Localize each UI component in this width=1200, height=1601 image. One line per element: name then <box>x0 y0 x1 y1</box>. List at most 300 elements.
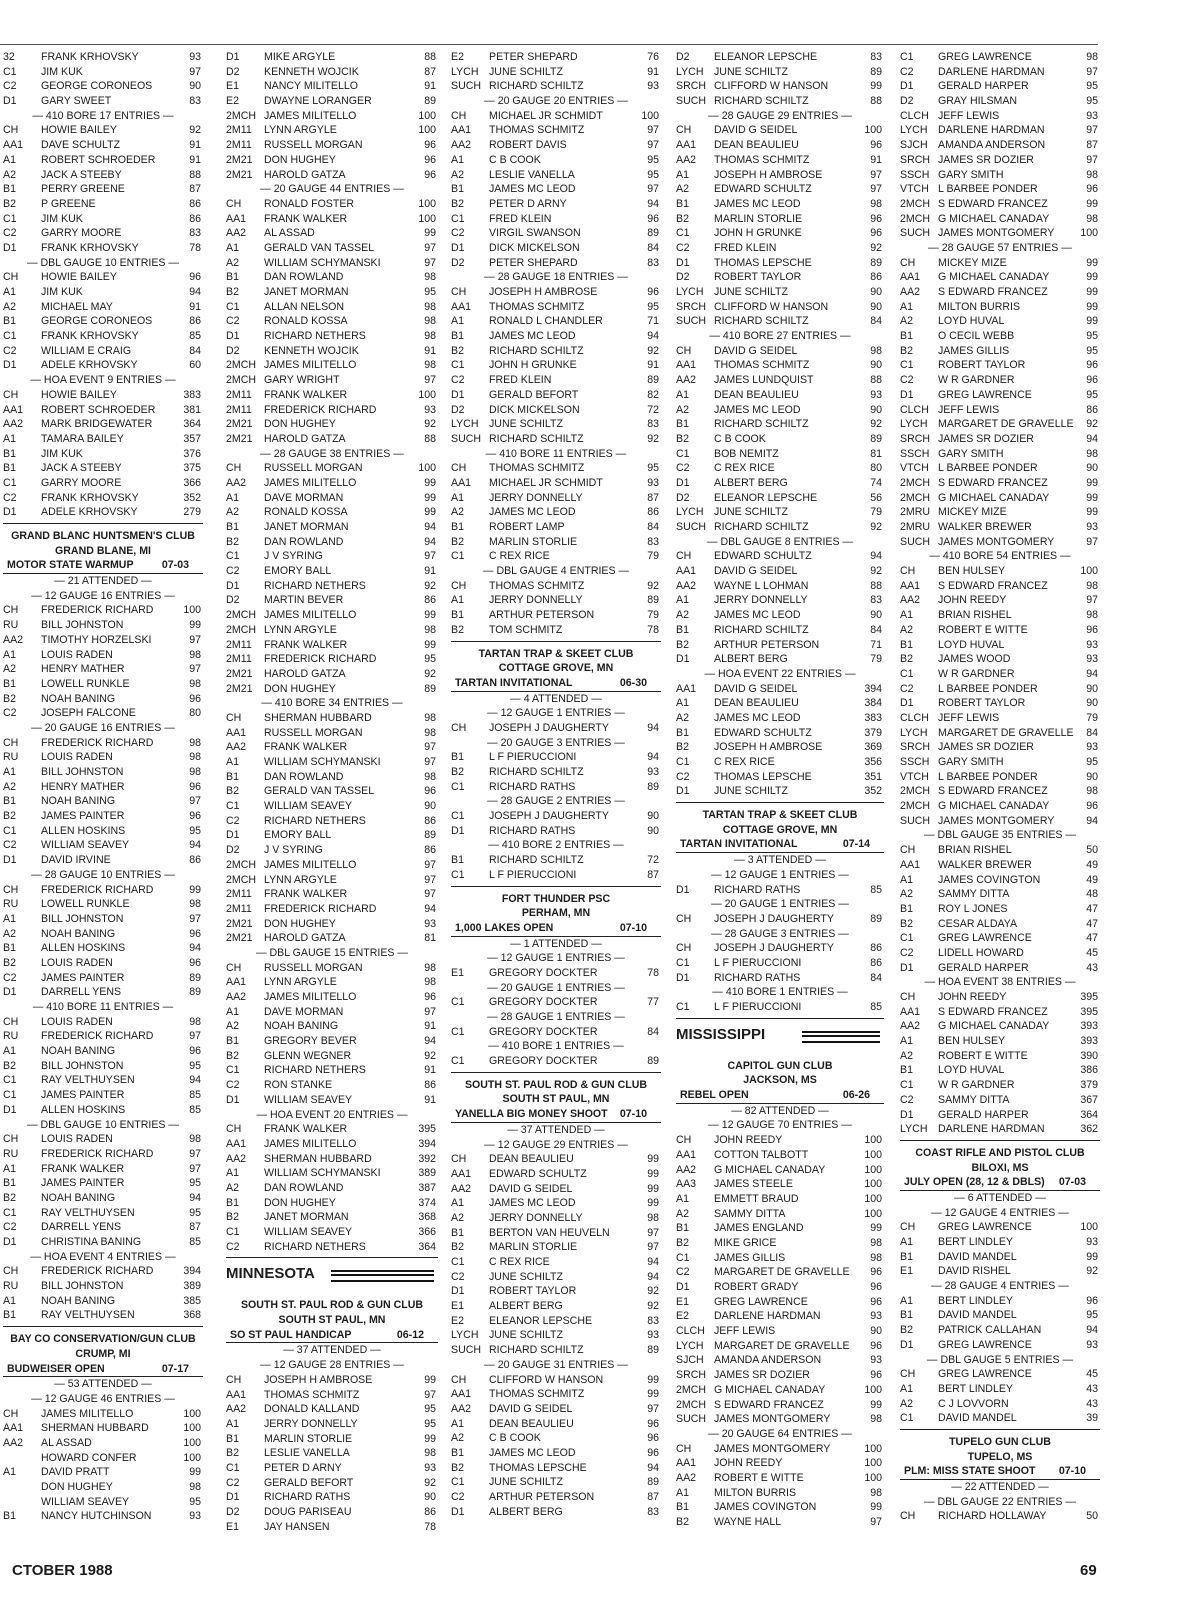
shooter-name: BEN HULSEY <box>938 1035 1006 1048</box>
event-subheading: — 53 ATTENDED — <box>54 1378 152 1391</box>
shooter-name: DARLENE HARDMAN <box>714 1310 821 1323</box>
result-row <box>900 373 1100 388</box>
class-label: B2 <box>3 810 16 823</box>
score: 47 <box>1086 917 1098 930</box>
result-row <box>676 300 884 315</box>
class-label: E2 <box>451 51 464 63</box>
event-subheading: — 37 ATTENDED — <box>283 1344 381 1357</box>
shooter-name: THOMAS LEPSCHE <box>714 770 812 783</box>
shooter-name: HENRY MATHER <box>41 780 125 793</box>
score: 99 <box>870 1398 882 1411</box>
class-label: D1 <box>900 697 914 710</box>
result-row <box>3 94 203 109</box>
score: 99 <box>1086 300 1098 313</box>
score: 50 <box>1086 1510 1098 1523</box>
result-row <box>3 1206 203 1221</box>
score: 90 <box>647 810 659 823</box>
results-column <box>676 50 884 1530</box>
shooter-name: FRANK WALKER <box>264 212 348 225</box>
event-subheading: — 28 GAUGE 57 ENTRIES — <box>928 241 1072 254</box>
shooter-name: JANET MORMAN <box>264 1211 349 1224</box>
shooter-name: JUNE SCHILTZ <box>714 65 788 78</box>
score: 95 <box>647 153 659 166</box>
score: 97 <box>424 256 436 269</box>
result-row <box>451 256 661 271</box>
result-row <box>451 417 661 432</box>
class-label: 2MCH <box>900 491 931 504</box>
result-row <box>226 212 438 227</box>
class-label: A2 <box>900 1049 913 1062</box>
event-subheading: — 28 GAUGE 1 ENTRIES — <box>487 1011 625 1023</box>
shooter-name: L F PIERUCCIONI <box>489 868 577 881</box>
event-subheading: — 20 GAUGE 16 ENTRIES — <box>31 721 175 734</box>
class-label: SRCH <box>676 300 707 313</box>
score: 99 <box>189 1466 201 1479</box>
score: 99 <box>647 1197 659 1210</box>
result-row <box>676 447 884 462</box>
shooter-name: C REX RICE <box>489 550 550 563</box>
score: 87 <box>189 1221 201 1234</box>
shooter-name: THOMAS SCHMITZ <box>489 462 585 475</box>
shooter-name: LOUIS RADEN <box>41 1015 113 1028</box>
class-label: E1 <box>451 1300 464 1313</box>
score: 97 <box>424 873 436 886</box>
class-label: SUCH <box>676 315 707 328</box>
score: 94 <box>1086 432 1098 445</box>
score: 97 <box>424 1005 436 1018</box>
score: 83 <box>870 51 882 63</box>
shooter-name: JAMES MILITELLO <box>264 1137 357 1150</box>
class-label: A2 <box>900 623 913 636</box>
shooter-name: JAMES SR DOZIER <box>938 741 1034 754</box>
class-label: D1 <box>3 506 17 519</box>
class-label: RU <box>3 1280 19 1293</box>
class-label: A1 <box>451 491 464 504</box>
shooter-name: MILTON BURRIS <box>938 300 1021 313</box>
score: 97 <box>647 1226 659 1239</box>
class-label: A1 <box>3 432 16 445</box>
class-label: AA1 <box>900 858 921 871</box>
class-label: 2M11 <box>226 653 252 666</box>
class-label: SRCH <box>676 80 707 93</box>
shooter-name: PETER D ARNY <box>489 197 567 210</box>
score: 93 <box>647 476 659 489</box>
shooter-name: BILL JOHNSTON <box>41 912 124 925</box>
shooter-name: HOWIE BAILEY <box>41 388 117 401</box>
score: 91 <box>870 153 882 166</box>
score: 100 <box>864 1163 882 1176</box>
score: 357 <box>183 432 201 445</box>
shooter-name: BERTON VAN HEUVELN <box>489 1226 610 1239</box>
score: 43 <box>1086 1382 1098 1395</box>
result-row <box>676 1339 884 1354</box>
score: 99 <box>424 1432 436 1445</box>
spacer <box>676 1052 884 1059</box>
score: 390 <box>1080 1049 1098 1062</box>
score: 95 <box>1086 330 1098 343</box>
class-label: C1 <box>3 1089 17 1102</box>
class-label: C2 <box>3 227 17 240</box>
shooter-name: WILLIAM SEAVEY <box>41 1495 130 1508</box>
shoot-name: MOTOR STATE WARMUP <box>7 559 134 572</box>
class-label: A1 <box>3 1466 16 1479</box>
shooter-name: MARK BRIDGEWATER <box>41 418 153 431</box>
class-label: A2 <box>676 1207 689 1220</box>
shooter-name: RICHARD SCHILTZ <box>489 766 584 778</box>
shooter-name: GREGORY DOCKTER <box>489 966 598 979</box>
shooter-name: MARGARET DE GRAVELLE <box>714 1339 850 1352</box>
class-label: 2M11 <box>226 403 252 416</box>
class-label: C2 <box>900 946 914 959</box>
shooter-name: MIKE ARGYLE <box>264 51 336 63</box>
score: 97 <box>189 663 201 676</box>
shooter-name: BEN HULSEY <box>938 565 1006 578</box>
result-row <box>451 197 661 212</box>
result-row <box>676 956 884 971</box>
result-row <box>3 1162 203 1177</box>
score: 89 <box>870 912 882 925</box>
shooter-name: GERALD VAN TASSEL <box>264 241 375 254</box>
class-label: C1 <box>451 996 465 1009</box>
shooter-name: JAMES PAINTER <box>41 1177 125 1190</box>
score: 93 <box>1086 1236 1098 1248</box>
score: 86 <box>189 854 201 867</box>
score: 91 <box>647 359 659 372</box>
score: 99 <box>1086 256 1098 269</box>
class-label: 2M11 <box>226 139 252 152</box>
result-row <box>900 784 1100 799</box>
class-label: E1 <box>451 966 464 979</box>
result-row <box>451 1417 661 1432</box>
result-row <box>3 1073 203 1088</box>
class-label: CH <box>900 991 916 1003</box>
shooter-name: ROBERT TAYLOR <box>489 1285 577 1298</box>
result-row <box>900 858 1100 873</box>
class-label: CH <box>676 124 692 137</box>
shooter-name: RICHARD HOLLAWAY <box>938 1510 1047 1523</box>
class-label: D1 <box>3 95 17 108</box>
score: 93 <box>870 1310 882 1323</box>
result-row <box>226 432 438 447</box>
class-label: B1 <box>3 795 16 808</box>
shooter-name: JUNE SCHILTZ <box>714 506 788 519</box>
score: 369 <box>864 741 882 754</box>
shooter-name: FRANK WALKER <box>264 638 348 651</box>
result-row <box>226 1196 438 1211</box>
shooter-name: RICHARD RATHS <box>714 883 801 896</box>
class-label: A1 <box>451 153 464 166</box>
shooter-name: S EDWARD FRANCEZ <box>938 476 1048 489</box>
class-label: D1 <box>3 1103 17 1116</box>
score: 96 <box>189 1045 201 1058</box>
score: 96 <box>1086 374 1098 387</box>
shooter-name: JAMES MILITELLO <box>264 476 357 489</box>
class-label: SRCH <box>676 1369 707 1382</box>
result-row <box>676 1383 884 1398</box>
class-label: CH <box>226 961 242 974</box>
score: 98 <box>424 271 436 284</box>
class-label: AA1 <box>3 1422 24 1435</box>
event-subheading: — DBL GAUGE 22 ENTRIES — <box>923 1495 1077 1508</box>
score: 94 <box>189 942 201 955</box>
result-row <box>3 1264 203 1279</box>
result-row <box>900 682 1100 697</box>
shooter-name: JAMES MC LEOD <box>489 1446 576 1459</box>
shooter-name: LOUIS RADEN <box>41 1133 113 1146</box>
result-row <box>900 1382 1100 1397</box>
result-row <box>3 794 203 809</box>
shooter-name: JEFF LEWIS <box>938 711 1000 724</box>
class-label: E2 <box>676 1310 689 1323</box>
result-row <box>676 1133 884 1148</box>
shooter-name: C B COOK <box>714 432 766 445</box>
shooter-name: NANCY MILITELLO <box>264 80 358 93</box>
score: 99 <box>424 506 436 519</box>
result-row <box>900 902 1100 917</box>
result-row <box>900 358 1100 373</box>
result-row <box>226 917 438 932</box>
class-label: AA1 <box>226 1137 247 1150</box>
class-label: AA2 <box>676 153 697 166</box>
shooter-name: AMANDA ANDERSON <box>938 139 1046 152</box>
class-label: C2 <box>226 814 240 827</box>
score: 78 <box>424 1520 436 1533</box>
class-label: AA1 <box>451 476 472 489</box>
class-label: CH <box>3 604 19 617</box>
score: 43 <box>1086 961 1098 974</box>
shooter-name: MARLIN STORLIE <box>489 535 578 548</box>
score: 389 <box>418 1167 436 1180</box>
shooter-name: JACK A STEEBY <box>41 462 122 475</box>
shooter-name: ELEANOR LEPSCHE <box>489 1314 593 1327</box>
score: 50 <box>1086 844 1098 857</box>
shooter-name: DAN ROWLAND <box>264 271 344 284</box>
result-row <box>451 388 661 403</box>
score: 93 <box>1086 109 1098 122</box>
class-label: SSCH <box>900 168 930 181</box>
class-label: AA2 <box>900 1020 921 1033</box>
result-row <box>3 1407 203 1422</box>
score: 85 <box>870 1001 882 1013</box>
score: 79 <box>870 653 882 666</box>
class-label: LYCH <box>676 286 704 298</box>
result-row <box>3 736 203 751</box>
event-subheading: — 12 GAUGE 70 ENTRIES — <box>708 1119 852 1132</box>
score: 86 <box>189 197 201 210</box>
shooter-name: NOAH BANING <box>41 927 116 940</box>
class-label: 2MCH <box>226 623 257 636</box>
section-divider <box>900 1140 1100 1141</box>
class-label: 2M11 <box>226 888 252 901</box>
result-row <box>226 902 438 917</box>
result-row <box>226 1520 438 1535</box>
score: 94 <box>647 1256 659 1268</box>
score: 100 <box>864 1178 882 1191</box>
shooter-name: JAMES GILLIS <box>714 1251 786 1264</box>
class-label: B1 <box>226 1432 239 1445</box>
class-label: SUCH <box>900 535 931 548</box>
class-label: A1 <box>226 491 239 504</box>
shooter-name: JAMES LUNDQUIST <box>714 374 814 387</box>
shooter-name: GLENN WEGNER <box>264 1049 352 1062</box>
event-subheading: — DBL GAUGE 35 ENTRIES — <box>923 829 1077 842</box>
result-row <box>900 1220 1100 1235</box>
result-row <box>226 1063 438 1078</box>
result-row <box>226 358 438 373</box>
score: 99 <box>424 609 436 622</box>
shooter-name: SAMMY DITTA <box>938 1093 1010 1106</box>
score: 89 <box>424 682 436 695</box>
result-row <box>3 618 203 633</box>
result-row <box>451 1255 661 1270</box>
result-row <box>3 1132 203 1147</box>
score: 90 <box>1086 462 1098 475</box>
result-row <box>226 417 438 432</box>
result-row <box>226 373 438 388</box>
score: 96 <box>870 1339 882 1352</box>
result-row <box>451 168 661 183</box>
event-subheading: — 12 GAUGE 4 ENTRIES — <box>931 1206 1069 1219</box>
class-label: CH <box>900 1221 916 1234</box>
result-row <box>226 1388 438 1403</box>
shooter-name: G MICHAEL CANADAY <box>938 1020 1050 1033</box>
result-row <box>451 241 661 256</box>
class-label: B1 <box>3 1510 16 1523</box>
score: 83 <box>189 227 201 240</box>
club-heading: FORT THUNDER PSC <box>501 892 611 905</box>
class-label: A1 <box>3 153 16 166</box>
shoot-title <box>900 1464 1100 1480</box>
score: 95 <box>1086 388 1098 401</box>
section-divider <box>451 886 661 887</box>
result-row <box>900 990 1100 1005</box>
shooter-name: FRANK WALKER <box>264 888 348 901</box>
score: 90 <box>647 824 659 837</box>
shoot-title <box>226 1328 438 1344</box>
class-label: B1 <box>451 609 464 622</box>
result-row <box>676 784 884 799</box>
class-label: RU <box>3 898 19 911</box>
result-row <box>226 285 438 300</box>
shooter-name: LESLIE VANELLA <box>489 168 575 181</box>
result-row <box>900 285 1100 300</box>
result-row <box>676 461 884 476</box>
shooter-name: THOMAS SCHMITZ <box>714 359 810 372</box>
shooter-name: LOUIS RADEN <box>41 956 113 969</box>
shooter-name: PETER D ARNY <box>264 1461 342 1474</box>
result-row <box>226 549 438 564</box>
shooter-name: JERRY DONNELLY <box>714 594 808 607</box>
shooter-name: MARTIN BEVER <box>264 594 344 607</box>
shooter-name: DAVID G SEIDEL <box>714 565 798 578</box>
shooter-name: LIDELL HOWARD <box>938 946 1024 959</box>
class-label: D2 <box>900 95 914 108</box>
class-label: CH <box>676 942 692 955</box>
class-label: LYCH <box>451 65 479 78</box>
class-label: SUCH <box>900 814 931 827</box>
shooter-name: JOHN H GRUNKE <box>714 227 802 240</box>
result-row <box>451 476 661 491</box>
score: 100 <box>864 1471 882 1484</box>
class-label: A1 <box>900 300 913 313</box>
score: 395 <box>1080 991 1098 1003</box>
result-row <box>3 1059 203 1074</box>
score: 97 <box>647 1241 659 1254</box>
result-row <box>900 579 1100 594</box>
shooter-name: WILLIAM SEAVEY <box>264 1226 353 1238</box>
shooter-name: THOMAS SCHMITZ <box>714 153 810 166</box>
shooter-name: JUNE SCHILTZ <box>489 1270 563 1283</box>
class-label: C2 <box>451 227 465 240</box>
score: 96 <box>189 927 201 940</box>
score: 91 <box>424 1020 436 1033</box>
class-label: RU <box>3 751 19 764</box>
score: 77 <box>647 996 659 1009</box>
class-label: B1 <box>226 1035 239 1048</box>
result-row <box>900 197 1100 212</box>
score: 89 <box>424 95 436 108</box>
shooter-name: MILTON BURRIS <box>714 1486 797 1499</box>
shoot-date: 06-12 <box>396 1328 424 1341</box>
shooter-name: PATRICK CALLAHAN <box>938 1324 1042 1337</box>
class-label: A2 <box>451 1432 464 1445</box>
class-label: D1 <box>3 241 17 254</box>
club-heading: COAST RIFLE AND PISTOL CLUB <box>915 1146 1085 1159</box>
shooter-name: W R GARDNER <box>938 1079 1015 1092</box>
shooter-name: JAMES WOOD <box>938 653 1011 666</box>
score: 94 <box>424 902 436 915</box>
shooter-name: RICHARD SCHILTZ <box>489 1344 584 1357</box>
shooter-name: GERALD HARPER <box>938 961 1029 974</box>
shooter-name: THOMAS SCHMITZ <box>489 579 585 592</box>
score: 92 <box>189 124 201 137</box>
score: 87 <box>647 868 659 881</box>
class-label: CH <box>3 388 19 401</box>
score: 95 <box>189 1059 201 1072</box>
shooter-name: RICHARD NETHERS <box>264 1064 366 1077</box>
class-label: D1 <box>3 1236 17 1248</box>
class-label: D1 <box>226 1491 240 1504</box>
result-row <box>3 1451 203 1466</box>
shooter-name: JERRY DONNELLY <box>489 1211 583 1224</box>
score: 97 <box>870 168 882 181</box>
score: 96 <box>647 286 659 298</box>
shooter-name: GRAY HILSMAN <box>938 95 1018 108</box>
class-label: AA1 <box>3 403 24 416</box>
shooter-name: JAMES MILITELLO <box>264 109 357 122</box>
result-row <box>676 623 884 638</box>
result-row <box>900 1063 1100 1078</box>
result-row <box>226 770 438 785</box>
score: 95 <box>424 1417 436 1430</box>
result-row <box>451 505 661 520</box>
score: 91 <box>189 139 201 152</box>
shooter-name: NOAH BANING <box>264 1020 339 1033</box>
shooter-name: ROY L JONES <box>938 902 1008 915</box>
shooter-name: JAMES MILITELLO <box>264 609 357 622</box>
class-label: AA3 <box>676 1178 697 1191</box>
class-label: B2 <box>676 638 689 651</box>
score: 88 <box>424 432 436 445</box>
class-label: B2 <box>451 535 464 548</box>
score: 97 <box>189 1162 201 1175</box>
club-heading: SOUTH ST PAUL, MN <box>278 1314 386 1327</box>
shooter-name: ARTHUR PETERSON <box>489 609 595 622</box>
state-heading-bar <box>331 1270 435 1282</box>
class-label: D1 <box>3 986 17 999</box>
score: 90 <box>870 286 882 298</box>
result-row <box>451 593 661 608</box>
